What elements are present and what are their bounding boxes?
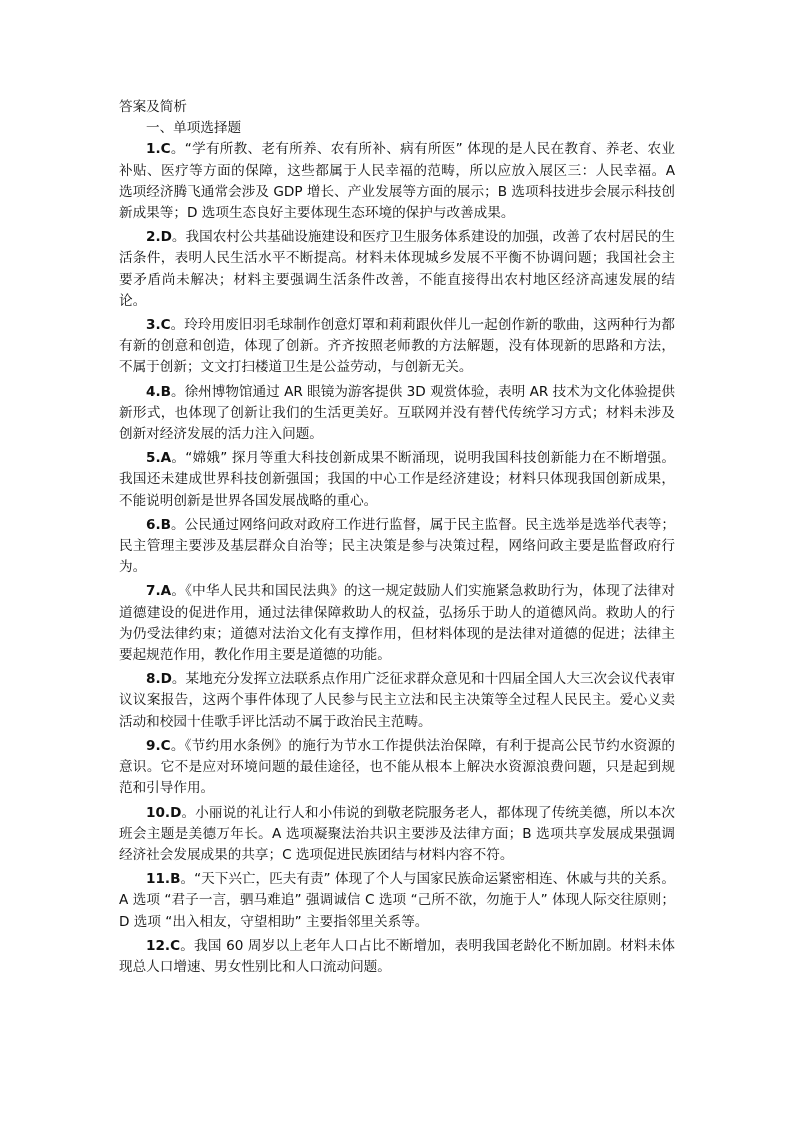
answer-document	[119, 97, 675, 981]
answer-number: 12.C	[146, 937, 181, 954]
answer-item-10	[119, 803, 675, 867]
answer-item-7	[119, 581, 675, 666]
answer-explanation: 。“嫦娥” 探月等重大科技创新成果不断涌现，说明我国科技创新能力在不断增强。我国还未建成世界科技创新强国；我国的中心工作是经济建设；材料只体现我国创新成果，不能说明创新是世界各国发展战略的重心。	[119, 450, 675, 509]
answer-item-11	[119, 869, 675, 933]
document-title: 答案及简析	[119, 99, 187, 115]
answer-explanation: 。《中华人民共和国民法典》的这一规定鼓励人们实施紧急救助行为，体现了法律对道德建设的促进作用，通过法律保障救助人的权益，弘扬乐于助人的道德风尚。救助人的行为仍受法律约束；道德对法治文化有支撑作用，但材料体现的是法律对道德的促进；法律主要起规范作用，教化作用主要是道德的功能。	[119, 583, 675, 664]
answer-number: 10.D	[146, 804, 182, 821]
section-heading: 一、单项选择题	[146, 120, 242, 137]
answer-number: 1.C	[146, 141, 171, 158]
answer-explanation: 。徐州博物馆通过 AR 眼镜为游客提供 3D 观赏体验，表明 AR 技术为文化体验提供新形式，也体现了创新让我们的生活更美好。互联网并没有替代传统学习方式；材料未涉及创新对经济发展的活力注入问题。	[119, 383, 675, 443]
answer-explanation: 。我国农村公共基础设施建设和医疗卫生服务体系建设的加强，改善了农村居民的生活条件，表明人民生活水平不断提高。材料未体现城乡发展不平衡不协调问题；我国社会主要矛盾尚未解决；材料主要强调生活条件改善，不能直接得出农村地区经济高速发展的结论。	[119, 229, 675, 309]
answer-item-8	[119, 669, 675, 733]
answer-item-2	[119, 227, 675, 312]
answer-number: 9.C	[146, 737, 171, 754]
answer-item-4	[119, 382, 675, 446]
answer-explanation: 。“学有所教、老有所养、农有所补、病有所医” 体现的是人民在教育、养老、农业补贴、医疗等方面的保障，这些都属于人民幸福的范畴，所以应放入展区三：人民幸福。A 选项经济腾飞通常会涉及 GDP 增长、产业发展等方面的展示；B 选项科技进步会展示科技创新成果等；D 选项生态良好主要体现生态环境的保护与改善成果。	[119, 141, 675, 222]
answer-number: 4.B	[146, 383, 171, 400]
answer-item-5	[119, 448, 675, 512]
answer-item-6	[119, 515, 675, 579]
answer-number: 3.C	[146, 317, 171, 334]
answer-number: 7.A	[146, 583, 172, 600]
answer-explanation: 。玲玲用废旧羽毛球制作创意灯罩和莉莉跟伙伴儿一起创作新的歌曲，这两种行为都有新的创意和创造，体现了创新。齐齐按照老师教的方法解题，没有体现新的思路和方法，不属于创新；文文打扫楼道卫生是公益劳动，与创新无关。	[119, 317, 675, 376]
answer-explanation: 。我国 60 周岁以上老年人口占比不断增加，表明我国老龄化不断加剧。材料未体现总人口增速、男女性别比和人口流动问题。	[119, 937, 675, 975]
answer-number: 8.D	[146, 671, 172, 688]
answer-item-3	[119, 315, 675, 379]
answer-item-12	[119, 936, 675, 978]
answer-item-9	[119, 736, 675, 800]
answer-explanation: 。小丽说的礼让行人和小伟说的到敬老院服务老人，都体现了传统美德，所以本次班会主题是美德万年长。A 选项凝聚法治共识主要涉及法律方面；B 选项共享发展成果强调经济社会发展成果的共享；C 选项促进民族团结与材料内容不符。	[119, 804, 675, 863]
answer-number: 5.A	[146, 450, 172, 467]
answer-explanation: 。《节约用水条例》的施行为节水工作提供法治保障，有利于提高公民节约水资源的意识。它不是应对环境问题的最佳途径，也不能从根本上解决水资源浪费问题，只是起到规范和引导作用。	[119, 737, 675, 797]
answer-number: 11.B	[146, 871, 181, 888]
answer-number: 2.D	[146, 229, 172, 246]
answer-explanation: 。“天下兴亡，匹夫有责” 体现了个人与国家民族命运紧密相连、休戚与共的关系。A 选项 “君子一言，驷马难追” 强调诚信 C 选项 “己所不欲，勿施于人” 体现人际交往原则；D 选项 “出入相友，守望相助” 主要指邻里关系等。	[119, 871, 675, 930]
answer-item-1	[119, 139, 675, 224]
answer-number: 6.B	[146, 516, 171, 533]
answer-explanation: 。公民通过网络问政对政府工作进行监督，属于民主监督。民主选举是选举代表等；民主管理主要涉及基层群众自治等；民主决策是参与决策过程，网络问政主要是监督政府行为。	[119, 516, 675, 576]
answer-explanation: 。某地充分发挥立法联系点作用广泛征求群众意见和十四届全国人大三次会议代表审议议案报告，这两个事件体现了人民参与民主立法和民主决策等全过程人民民主。爱心义卖活动和校园十佳歌手评比活动不属于政治民主范畴。	[119, 671, 675, 730]
